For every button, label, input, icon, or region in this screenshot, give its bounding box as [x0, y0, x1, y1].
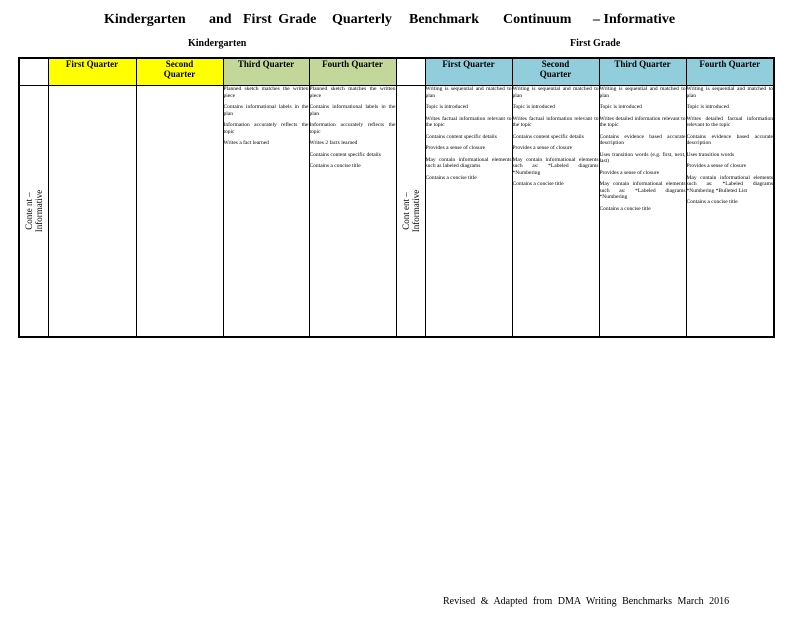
criterion-item: Contains a concise title	[599, 205, 651, 212]
cell-g3	[599, 86, 686, 338]
criterion-item: Contains content specific details	[309, 151, 381, 158]
criterion-item: Writes factual information relevant to the topic	[512, 115, 599, 128]
title-part: and	[209, 12, 232, 27]
header-g-third-quarter: Third Quarter	[599, 58, 686, 86]
criterion-item: Provides a sense of closure	[599, 169, 660, 176]
criterion-item: Provides a sense of closure	[686, 163, 747, 169]
cell-k4	[309, 86, 396, 338]
criterion-item: Writing is sequential and matched to plan	[425, 86, 512, 99]
header-k-second-quarter	[136, 58, 223, 86]
first-grade-side-label	[396, 86, 425, 338]
footer-note: Revised & Adapted from DMA Writing Benchmarks March 2016	[443, 596, 730, 607]
cell-g2	[512, 86, 599, 338]
cell-g1	[425, 86, 512, 338]
criterion-item: Planned sketch matches the written piece	[309, 86, 396, 99]
header-label: Second Quarter	[539, 59, 572, 79]
header-label: Second Quarter	[163, 59, 196, 79]
criterion-item: Planned sketch matches the written piece	[223, 86, 309, 99]
kindergarten-subhead: Kindergarten	[188, 38, 247, 49]
criterion-item: May contain informational elements such as: *Labeled diagrams *Numbering *Bulleted List	[686, 174, 773, 194]
criterion-item: Topic is introduced	[599, 104, 642, 110]
criterion-item: Provides a sense of closure	[425, 145, 486, 151]
header-g-second-quarter	[512, 58, 599, 86]
cell-k1	[48, 86, 136, 338]
title-part: – Informative	[593, 12, 676, 27]
criterion-item: Contains evidence based accurate description	[599, 133, 686, 146]
criterion-item: Contains content specific details	[512, 133, 584, 140]
first-grade-subhead: First Grade	[570, 38, 621, 49]
criterion-item: May contain informational elements such as labeled diagrams	[425, 156, 512, 169]
criterion-item: Contains informational labels in the plan	[309, 104, 396, 117]
criterion-item: Contains content specific details	[425, 133, 497, 140]
header-g-fourth-quarter: Fourth Quarter	[686, 58, 774, 86]
corner-cell	[19, 58, 48, 86]
side-label-line: Informative	[33, 189, 44, 233]
criterion-item: Topic is introduced	[512, 104, 555, 110]
title-part: Benchmark	[409, 12, 479, 27]
criterion-item: Writes detailed factual information relevant to the topic	[686, 115, 773, 128]
criterion-item: Contains a concise title	[686, 199, 738, 205]
header-row	[19, 58, 774, 86]
criterion-item: Writes 2 facts learned	[309, 140, 358, 146]
criterion-item: Writing is sequential and matched to plan	[599, 86, 686, 99]
header-g-first-quarter: First Quarter	[425, 58, 512, 86]
divider-cell	[396, 58, 425, 86]
side-label-line: Informative	[410, 189, 421, 233]
side-label-line: Cont ent –	[400, 192, 411, 230]
criterion-item: May contain informational elements such as: *Labeled diagrams *Numbering	[599, 181, 686, 200]
criterion-item: Uses transition words	[686, 151, 735, 158]
criterion-item: Uses transition words (e.g. first, next, last)	[599, 151, 686, 164]
criterion-item: Writing is sequential and matched to plan	[686, 86, 773, 99]
title-part: Kindergarten	[104, 12, 186, 27]
criterion-item: Topic is introduced	[425, 104, 468, 110]
header-k-first-quarter: First Quarter	[48, 58, 136, 86]
header-k-fourth-quarter: Fourth Quarter	[309, 58, 396, 86]
vertical-label	[24, 190, 44, 232]
cell-k3	[223, 86, 309, 338]
criterion-item: Provides a sense of closure	[512, 145, 573, 151]
title-part: Quarterly	[332, 12, 392, 27]
title-part: Continuum	[503, 12, 572, 27]
criterion-item: Contains a concise title	[512, 181, 564, 187]
criterion-item: Contains evidence based accurate description	[686, 133, 773, 146]
criterion-item: Topic is introduced	[686, 104, 729, 110]
content-row	[19, 86, 774, 338]
criterion-item: Contains informational labels in the plan	[223, 104, 309, 117]
criterion-item: Contains a concise title	[425, 174, 477, 181]
cell-k2	[136, 86, 223, 338]
criterion-item: Contains a concise title	[309, 163, 361, 169]
criterion-item: Information accurately reflects the topic	[309, 122, 396, 135]
criterion-item: Information accurately reflects the topic	[223, 122, 309, 135]
title-part: First Grade	[243, 12, 317, 27]
benchmark-table	[18, 57, 775, 338]
header-k-third-quarter: Third Quarter	[223, 58, 309, 86]
criterion-item: Writes detailed information relevant to the topic	[599, 115, 686, 128]
criterion-item: Writes factual information relevant to the topic	[425, 115, 512, 128]
kindergarten-side-label	[19, 86, 48, 338]
criterion-item: May contain informational elements such as: *Labeled diagrams *Numbering	[512, 156, 599, 176]
criterion-item: Writing is sequential and matched to plan	[512, 86, 599, 99]
criterion-item: Writes a fact learned	[223, 140, 269, 146]
side-label-line: Conte nt –	[23, 192, 34, 230]
cell-g4	[686, 86, 774, 338]
vertical-label	[401, 190, 421, 232]
